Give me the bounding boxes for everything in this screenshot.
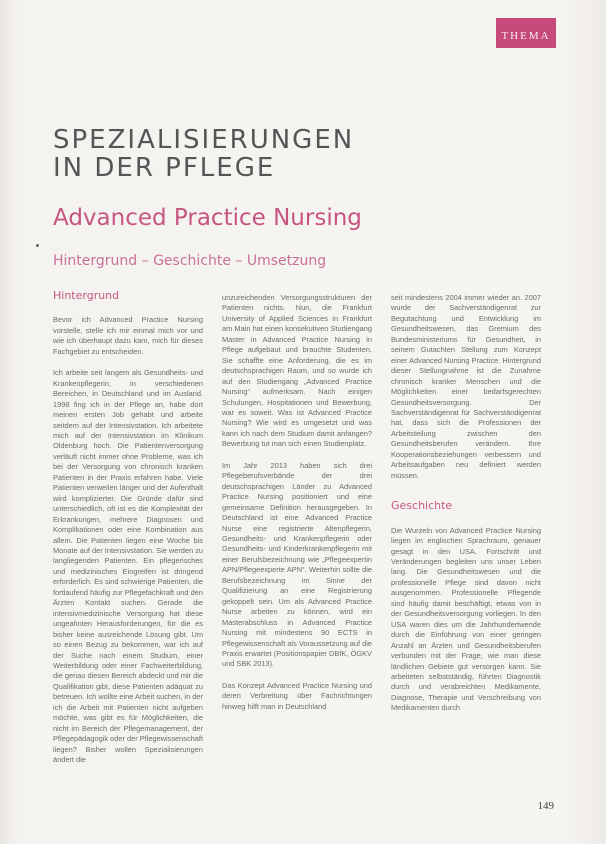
paragraph: seit mindestens 2004 immer wieder an. 2007 wurde der Sachverständigenrat zur Begutachtung und Entwicklung im Gesundheitswesen, das Gremium des Bundesministeriums für Gesundheit, in seinem Gutachten Stellung zum Konzept einer Advanced Nursing Practice. Hintergrund dieser Stellungnahme ist die Zunahme chronisch kranker Menschen und die Möglichkeiten einer bedarfsgerechten Gesundheitsversorgung. Der Sachverständigenrat für Sachverständigenrat hat, dass sich die Professionen der Arbeitsteilung zwischen den Gesundheitsberufen verändern. Ihre Kooperationsbeziehungen verbessern und Arbeitsaufgaben neu definiert werden müssen.	[391, 293, 541, 480]
article-title	[53, 126, 523, 182]
article-tagline: Hintergrund – Geschichte – Umsetzung	[53, 253, 327, 269]
page-number: 149	[537, 800, 554, 812]
paragraph: Im Jahr 2013 haben sich drei Pflegeberufsverbände der drei deutschsprachigen Länder zu Advanced Practice Nursing positioniert und eine gemeinsame Definition herausgegeben. In Deutschland ist eine Advanced Practice Nurse eine registrierte Altenpflegerin, Gesundheits- und Krankenpflegerin oder Gesundheits- und Kinderkrankenpflegerin mit einer Berufsbezeichnung wie „Pflegeexpertin APN/Pflegeexperte APN“. Weiterhin sollte die Berufsbezeichnung im Sinne der Qualifizierung an eine Registrierung gekoppelt sein. Um als Advanced Practice Nurse arbeiten zu können, wird ein Masterabschluss in Advanced Practice Nursing mit mindestens 90 ECTS in Pflegewissenschaft als Voraussetzung auf die Praxis erwartet (Positionspapier DBfK, ÖGKV und SBK 2013).	[222, 460, 372, 669]
article-title-line-1: SPEZIALISIERUNGEN	[53, 125, 355, 155]
section-tab-label: THEMA	[501, 30, 551, 42]
paragraph: Die Wurzeln von Advanced Practice Nursing liegen im englischen Sprachraum, genauer gesagt in den USA. Fortschritt und Veränderungen begleiten uns unser Leben lang. Die Gesundheitswesen und die professionelle Pflege sind davon nicht ausgenommen. Professionelle Pflegende sind häufig damit beschäftigt, etwas von in der Gesundheitsversorgung vorliegen. In den USA waren dies um die Jahrhundertwende durch die Einführung von einer geringen Anzahl an Ärzten und Gesundheitsberufen verbunden mit der Frage, wie man diese ländlichen Gebiete gut versorgen kann. Sie arbeiteten selbstständig, führten Diagnostik durch und verabreichten Medikamente, Diagnose, Therapie und Verschreibung von Medikamenten durch	[391, 525, 541, 713]
paragraph: Ich arbeite seit langem als Gesundheits- und Krankenpflegerin, in verschiedenen Bereichen, in Deutschland und im Ausland. 1998 fing ich in der Pflege an, habe dort meinen ersten Job gehabt und arbeite seitdem auf der Intensivstation. Ich arbeitete mich auf der Intensivstation im Klinikum Oldenburg hoch. Die Patientenversorgung verläuft nicht immer ohne Probleme, was ich bei der Versorgung von chronisch kranken Patienten in der Praxis erfahren habe. Viele Patienten verweilen länger und der Aufenthalt wird komplizierter. Die Gründe dafür sind unterschiedlich, oft ist es die Komplexität der Erkrankungen, mehrere Diagnosen und Komplikationen oder eine Kombination aus allem. Die Patienten liegen eine Woche bis Monate auf der Intensivstation. Sie werden zu langliegenden Patienten. Ein pflegerisches und medizinisches Eingreifen ist dringend erforderlich. Es sind schwierige Patienten, die fortlaufend häufig zur Pflegefachkraft und den Ärzten Kontakt suchen. Gerade die intensivmedizinische Versorgung hat diese ungeahnten Herausforderungen, für die es bisher keine ausreichende Lösung gibt. Um so einen Bezug zu bekommen, war ich auf der Suche nach einem Studium, einer Weiterbildung oder einer Fachweiterbildung, die genau diesen Bereich abdeckt und mir die Qualifikation gibt, diese Patienten adäquat zu betreuen. Ich wollte eine Arbeit suchen, in der ich die Arbeit mit Patienten nicht aufgeben möchte, was gibt es für Möglichkeiten, die nicht im Bereich der Pflegemanagement, der Pflegepädagogik oder der Pflegewissenschaft liegen? Bisher wollen Spezialisierungen ändert die	[53, 368, 203, 765]
paragraph: Bevor ich Advanced Practice Nursing vorstelle, stelle ich mir einmal mich vor und wie ich überhaupt dazu kam, mich für dieses Fachgebiet zu entscheiden.	[53, 315, 203, 356]
text-column-2	[222, 293, 372, 808]
text-column-1	[53, 291, 203, 811]
section-heading-geschichte: Geschichte	[391, 499, 453, 513]
paragraph: Das Konzept Advanced Practice Nursing und deren Verbreitung über Fachrichtungen hinweg hilft man in Deutschland	[222, 680, 372, 711]
section-tab	[496, 18, 556, 48]
section-heading-hintergrund: Hintergrund	[53, 291, 120, 302]
article-title-line-2: IN DER PFLEGE	[53, 153, 276, 183]
text-column-3	[391, 293, 541, 808]
article-subtitle: Advanced Practice Nursing	[53, 205, 362, 231]
paragraph: unzureichenden Versorgungsstrukturen der Patienten nichts. Nun, die Frankfurt University of Applied Sciences in Frankfurt am Main hat einen konsekutiven Studiengang Master in Advanced Practice Nursing in Pflege aufgebaut und brauchte Studenten. Sie schaffte eine Anforderung, die es im deutschsprachigen Raum, und so wurde ich auf den Studiengang „Advanced Practice Nursing“ aufmerksam. Nach einigen Schulungen, Hospitationen und Bewerbung, war es soweit. Was ist Advanced Practice Nursing? Wie wird es umgesetzt und was kann ich nach dem Studium damit anfangen? Bewerbung tut man sich einen Studienplatz.	[222, 293, 372, 449]
page-mark	[36, 244, 39, 247]
